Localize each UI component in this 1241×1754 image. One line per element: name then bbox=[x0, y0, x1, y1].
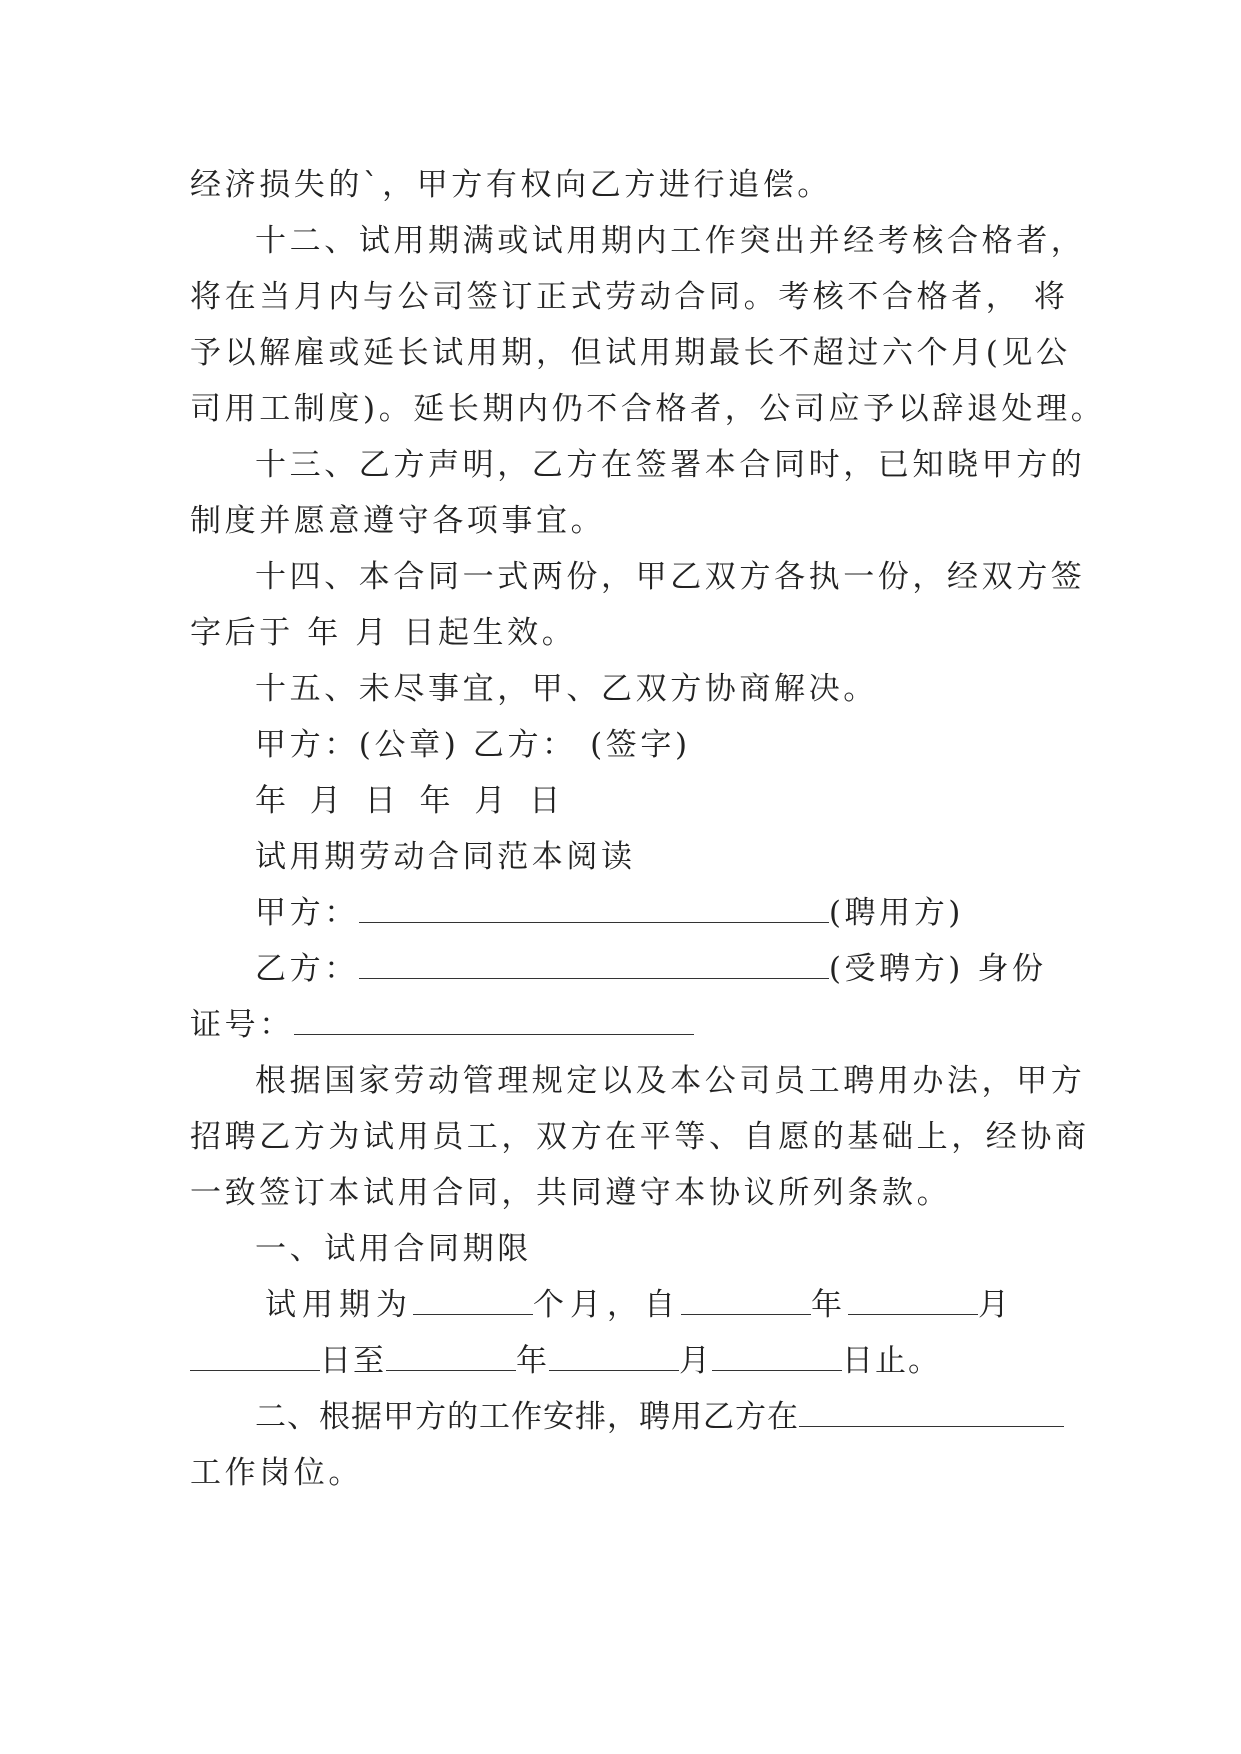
party-b-suffix: (受聘方) 身份 bbox=[828, 951, 1047, 987]
section-2-line bbox=[255, 1397, 1064, 1437]
party-b-blank[interactable] bbox=[359, 952, 829, 979]
term-text: 年 bbox=[516, 1343, 549, 1379]
party-a-label: 甲方： bbox=[255, 895, 359, 931]
party-b-line bbox=[255, 949, 1047, 989]
start-year-blank[interactable] bbox=[681, 1288, 811, 1315]
months-blank[interactable] bbox=[413, 1288, 533, 1315]
id-number-blank[interactable] bbox=[294, 1008, 694, 1035]
document-title: 试用期劳动合同范本阅读 bbox=[255, 839, 636, 875]
term-line-1 bbox=[265, 1285, 1015, 1325]
start-day-blank[interactable] bbox=[190, 1344, 320, 1371]
term-text: 日止。 bbox=[842, 1343, 941, 1379]
party-a-line bbox=[255, 893, 964, 933]
end-month-blank[interactable] bbox=[549, 1344, 679, 1371]
term-text: 年 bbox=[811, 1287, 848, 1323]
term-line-2 bbox=[190, 1341, 941, 1381]
party-a-blank[interactable] bbox=[359, 896, 829, 923]
end-year-blank[interactable] bbox=[386, 1344, 516, 1371]
section-1-title: 一、试用合同期限 bbox=[255, 1231, 532, 1267]
id-number-label: 证号： bbox=[190, 1007, 294, 1043]
term-text: 个月，自 bbox=[533, 1287, 681, 1323]
preamble-line: 一致签订本试用合同，共同遵守本协议所列条款。 bbox=[190, 1175, 952, 1211]
preamble-line: 根据国家劳动管理规定以及本公司员工聘用办法，甲方 bbox=[255, 1063, 1086, 1099]
clause-14-line: 十四、本合同一式两份，甲乙双方各执一份，经双方签 bbox=[255, 559, 1086, 595]
clause-15-line: 十五、未尽事宜，甲、乙双方协商解决。 bbox=[255, 671, 878, 707]
paragraph-line: 字后于 年 月 日起生效。 bbox=[190, 615, 577, 651]
position-blank[interactable] bbox=[799, 1400, 1064, 1427]
start-month-blank[interactable] bbox=[848, 1288, 978, 1315]
paragraph-line: 制度并愿意遵守各项事宜。 bbox=[190, 503, 606, 539]
id-number-line bbox=[190, 1005, 694, 1045]
date-line: 年 月 日 年 月 日 bbox=[255, 783, 568, 819]
paragraph-line: 司用工制度)。延长期内仍不合格者，公司应予以辞退处理。 bbox=[190, 391, 1106, 427]
paragraph-line: 经济损失的`，甲方有权向乙方进行追偿。 bbox=[190, 167, 832, 203]
section-2-tail: 工作岗位。 bbox=[190, 1455, 363, 1491]
clause-13-line: 十三、乙方声明，乙方在签署本合同时，已知晓甲方的 bbox=[255, 447, 1086, 483]
party-a-suffix: (聘用方) bbox=[828, 895, 965, 931]
preamble-line: 招聘乙方为试用员工，双方在平等、自愿的基础上，经协商 bbox=[190, 1119, 1090, 1155]
term-text: 日至 bbox=[320, 1343, 386, 1379]
end-day-blank[interactable] bbox=[712, 1344, 842, 1371]
party-b-label: 乙方： bbox=[255, 951, 359, 987]
section-2-text: 二、根据甲方的工作安排，聘用乙方在 bbox=[255, 1399, 799, 1435]
term-text: 月 bbox=[679, 1343, 712, 1379]
term-text: 月 bbox=[978, 1287, 1015, 1323]
clause-12-line: 十二、试用期满或试用期内工作突出并经考核合格者， bbox=[255, 223, 1086, 259]
paragraph-line: 将在当月内与公司签订正式劳动合同。考核不合格者， 将 bbox=[190, 279, 1069, 315]
signature-line: 甲方：(公章) 乙方： (签字) bbox=[255, 727, 691, 763]
paragraph-line: 予以解雇或延长试用期，但试用期最长不超过六个月(见公 bbox=[190, 335, 1071, 371]
term-text: 试用期为 bbox=[265, 1287, 413, 1323]
